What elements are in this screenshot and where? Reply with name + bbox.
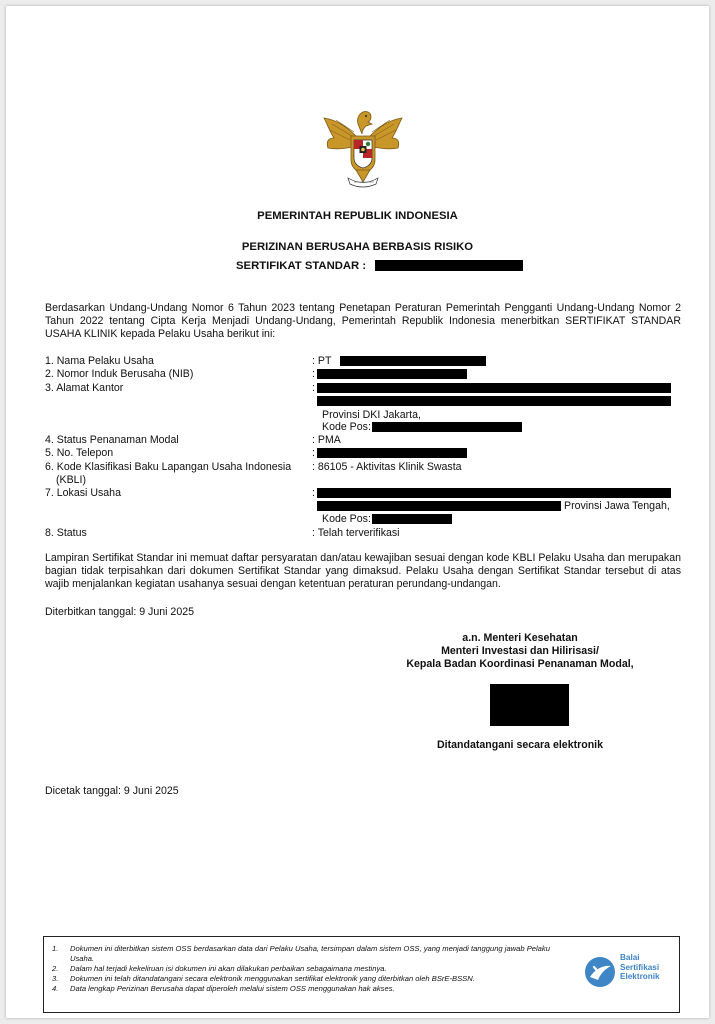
- intro-paragraph: Berdasarkan Undang-Undang Nomor 6 Tahun 2023 tentang Penetapan Peraturan Pemerintah Pengganti Undang-Undang Nomor 2 Tahun 2022 tentang Cipta Kerja Menjadi Undang-Undang, Pemerintah Republik Indonesia menerbitkan SERTIFIKAT STANDAR USAHA KLINIK kepada Pelaku Usaha berikut ini:: [45, 302, 681, 340]
- field-value-phone: :: [312, 447, 315, 459]
- garuda-emblem-icon: [318, 98, 408, 192]
- footer-note: 1. Dokumen ini diterbitkan sistem OSS berdasarkan data dari Pelaku Usaha, tersimpan dalam sistem OSS, yang menjadi tanggung jawab Pelaku Usaha.: [52, 944, 550, 963]
- field-value-nib: :: [312, 368, 315, 380]
- government-title: PEMERINTAH REPUBLIK INDONESIA: [257, 210, 458, 222]
- attachment-paragraph: Lampiran Sertifikat Standar ini memuat daftar persyaratan dan/atau kewajiban sesuai dengan kode KBLI Pelaku Usaha dan merupakan bagian tidak terpisahkan dari dokumen Sertifikat Standar yang dimaksud. Pelaku Usaha dengan Sertifikat Standar tersebut di atas wajib menjalankan kegiatan usahanya sesuai dengan ketentuan peraturan perundang-undangan.: [45, 552, 681, 590]
- redacted-address-line2: [317, 396, 671, 406]
- certificate-page: [6, 6, 709, 1018]
- signature-line-3: Kepala Badan Koordinasi Penanaman Modal,: [406, 658, 634, 670]
- office-province: Provinsi DKI Jakarta,: [322, 409, 421, 421]
- field-value-business-name: : PT: [312, 355, 332, 367]
- issued-date: Diterbitkan tanggal: 9 Juni 2025: [45, 606, 195, 618]
- field-label-kbli-abbr: (KBLI): [56, 474, 87, 486]
- footer-note: 4. Data lengkap Perizinan Berusaha dapat diperoleh melalui sistem OSS menggunakan hak akses.: [52, 984, 395, 993]
- field-label-phone: 5. No. Telepon: [45, 447, 114, 459]
- field-value-business-location: :: [312, 487, 315, 499]
- field-value-status: : Telah terverifikasi: [312, 527, 400, 539]
- redacted-nib: [317, 369, 467, 379]
- field-value-investment-status: : PMA: [312, 434, 341, 446]
- redacted-location-postal: [372, 514, 452, 524]
- field-label-office-address: 3. Alamat Kantor: [45, 382, 124, 394]
- redacted-business-name: [340, 356, 486, 366]
- footer-notes-box: [43, 936, 680, 1013]
- location-province: Provinsi Jawa Tengah,: [564, 500, 670, 512]
- signature-line-2: Menteri Investasi dan Hilirisasi/: [441, 645, 599, 657]
- redacted-phone: [317, 448, 467, 458]
- certificate-number-label: SERTIFIKAT STANDAR :: [236, 260, 367, 272]
- bsre-logo-text: Balai Sertifikasi Elektronik: [620, 953, 660, 982]
- field-value-kbli: : 86105 - Aktivitas Klinik Swasta: [312, 461, 462, 473]
- footer-note: 3. Dokumen ini telah ditandatangani secara elektronik menggunakan sertifikat elektronik yang diterbitkan oleh BSrE-BSSN.: [52, 974, 475, 983]
- field-label-investment-status: 4. Status Penanaman Modal: [45, 434, 179, 446]
- field-label-status: 8. Status: [45, 527, 87, 539]
- field-value-office-address: :: [312, 382, 315, 394]
- redacted-location-line1: [317, 488, 671, 498]
- field-label-kbli: 6. Kode Klasifikasi Baku Lapangan Usaha Indonesia: [45, 461, 292, 473]
- electronic-signature-note: Ditandatangani secara elektronik: [436, 739, 604, 751]
- bsre-logo-icon: [583, 955, 617, 989]
- field-label-business-name: 1. Nama Pelaku Usaha: [45, 355, 154, 367]
- redacted-address-line1: [317, 383, 671, 393]
- printed-date: Dicetak tanggal: 9 Juni 2025: [45, 785, 179, 797]
- redacted-signature-qr: [490, 684, 569, 726]
- footer-note: 2. Dalam hal terjadi kekeliruan isi dokumen ini akan dilakukan perbaikan sebagaimana mestinya.: [52, 964, 387, 973]
- footer-notes-list: [52, 944, 572, 994]
- redacted-office-postal: [372, 422, 522, 432]
- location-postal-label: Kode Pos:: [322, 513, 371, 525]
- field-label-nib: 2. Nomor Induk Berusaha (NIB): [45, 368, 194, 380]
- field-label-business-location: 7. Lokasi Usaha: [45, 487, 121, 499]
- office-postal-label: Kode Pos:: [322, 421, 371, 433]
- redacted-location-line2: [317, 501, 561, 511]
- permit-title: PERIZINAN BERUSAHA BERBASIS RISIKO: [241, 241, 474, 253]
- redacted-certificate-number: [375, 260, 523, 271]
- signature-line-1: a.n. Menteri Kesehatan: [462, 632, 578, 644]
